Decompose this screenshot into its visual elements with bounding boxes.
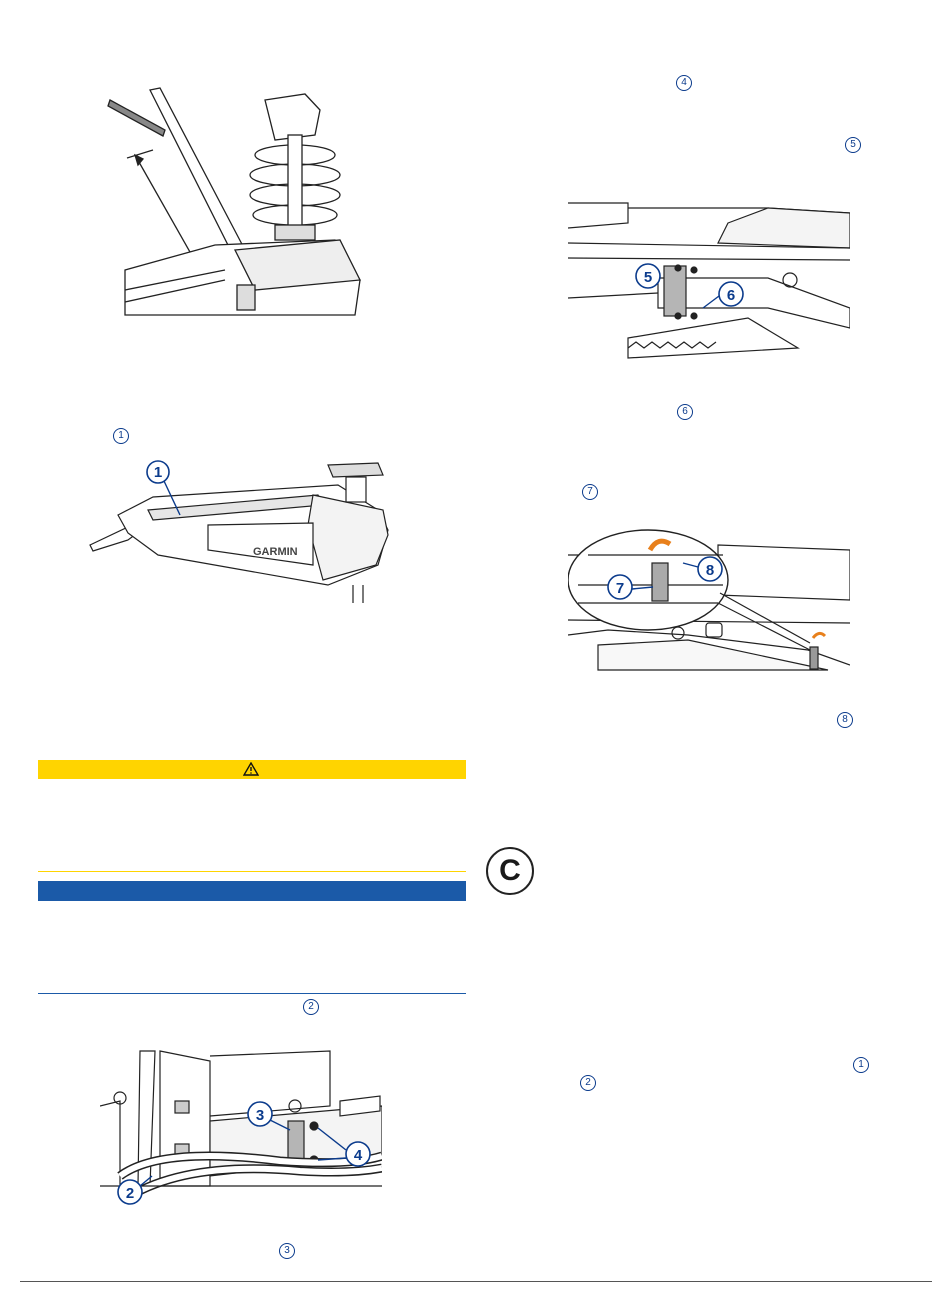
callout-1-left: 1	[113, 428, 129, 444]
callout-7: 7	[582, 484, 598, 500]
callout-1-bottom: 1	[853, 1057, 869, 1073]
caution-bar	[38, 760, 466, 779]
svg-text:8: 8	[705, 562, 715, 579]
svg-text:6: 6	[726, 287, 736, 304]
svg-text:7: 7	[615, 580, 625, 597]
warning-triangle-icon	[243, 762, 259, 776]
callout-2-left: 2	[303, 999, 319, 1015]
svg-text:5: 5	[643, 269, 653, 286]
figure-clamp-234	[100, 1046, 382, 1211]
caution-divider	[38, 871, 466, 872]
svg-text:2: 2	[125, 1185, 135, 1202]
section-c-badge: C	[486, 847, 534, 895]
callout-2-bottom: 2	[580, 1075, 596, 1091]
figure-motor-lift	[105, 80, 365, 325]
callout-8: 8	[837, 712, 853, 728]
notice-divider	[38, 993, 466, 994]
figure-arm	[88, 455, 408, 605]
callout-3-bottom: 3	[279, 1243, 295, 1259]
callout-6: 6	[677, 404, 693, 420]
svg-text:3: 3	[255, 1107, 265, 1124]
notice-bar	[38, 881, 466, 901]
garmin-brand: GARMIN	[253, 546, 298, 558]
callout-5-top: 5	[845, 137, 861, 153]
figure-strap-78	[568, 525, 850, 675]
figure-clamp-56	[568, 198, 850, 373]
callout-4-top: 4	[676, 75, 692, 91]
footer-divider	[20, 1281, 932, 1282]
svg-text:1: 1	[153, 464, 163, 481]
svg-text:4: 4	[353, 1147, 363, 1164]
